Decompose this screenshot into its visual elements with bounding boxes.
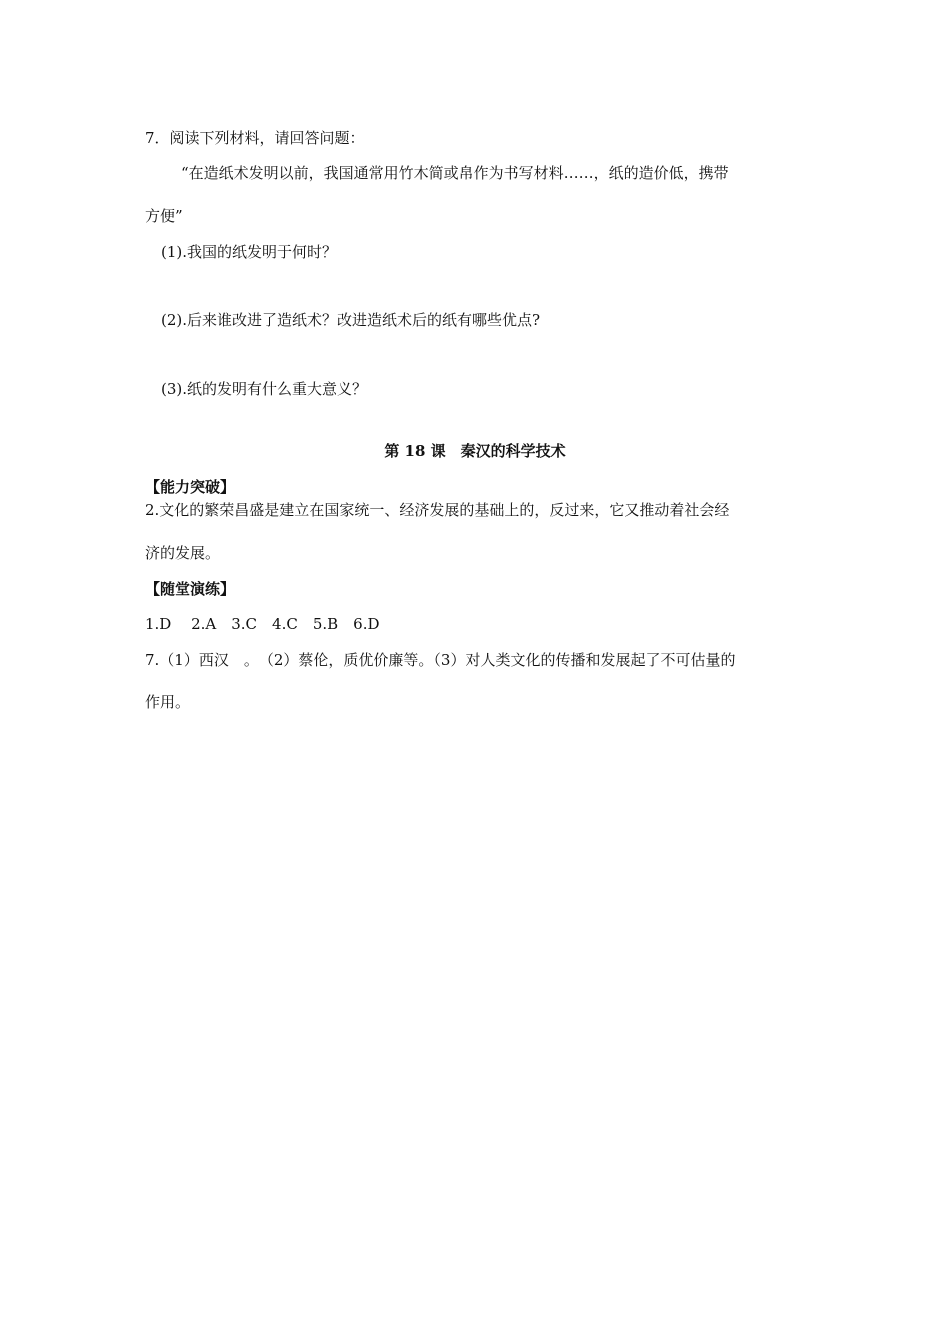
ability-line-2: 济的发展。 (145, 544, 221, 562)
practice-q7-line-1: 7.（1）西汉 。 （2）蔡伦，质优价廉等。（3）对人类文化的传播和发展起了不可估量的 (145, 651, 736, 669)
question-7-sub-3: (3).纸的发明有什么重大意义？ (161, 380, 368, 398)
lesson-title: 第 18 课 秦汉的科学技术 (384, 442, 566, 460)
practice-q7-line-2: 作用。 (145, 693, 191, 711)
practice-answers: 1.D 2.A 3.C 4.C 5.B 6.D (145, 615, 380, 633)
practice-heading: 【随堂演练】 (145, 580, 236, 598)
question-7-sub-2: (2).后来谁改进了造纸术？改进造纸术后的纸有哪些优点? (161, 311, 541, 329)
question-7-sub-1: (1).我国的纸发明于何时？ (161, 243, 338, 261)
ability-line-1: 2.文化的繁荣昌盛是建立在国家统一、经济发展的基础上的，反过来，它又推动着社会经 (145, 501, 730, 519)
question-7-stem: 7．阅读下列材料，请回答问题： (145, 129, 365, 147)
ability-heading: 【能力突破】 (145, 478, 236, 496)
question-7-quote-line-2: 方便” (145, 207, 183, 225)
question-7-quote-line-1: “在造纸术发明以前，我国通常用竹木简或帛作为书写材料……，纸的造价低，携带 (181, 164, 729, 182)
